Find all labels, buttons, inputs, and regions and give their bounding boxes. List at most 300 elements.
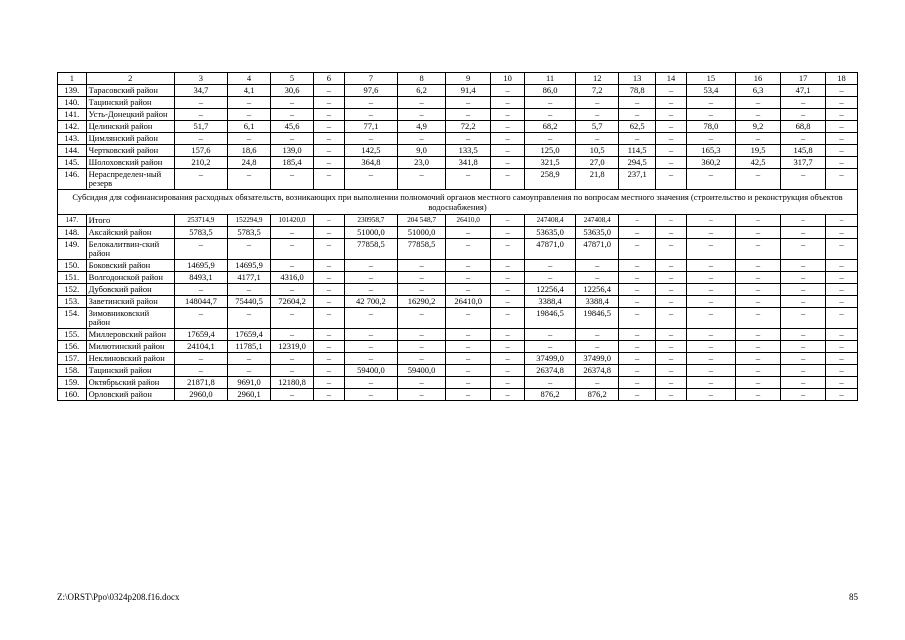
value-cell: – — [314, 85, 345, 97]
value-cell: – — [826, 109, 858, 121]
value-cell: – — [525, 329, 576, 341]
district-name: Цимлянский район — [86, 133, 174, 145]
value-cell: – — [525, 97, 576, 109]
value-cell: – — [491, 389, 525, 401]
value-cell: – — [314, 97, 345, 109]
value-cell: – — [735, 389, 780, 401]
value-cell: – — [446, 389, 491, 401]
value-cell: 77,1 — [344, 121, 397, 133]
value-cell: – — [446, 341, 491, 353]
value-cell: – — [491, 296, 525, 308]
value-cell: 14695,9 — [174, 260, 227, 272]
value-cell: 6,1 — [228, 121, 271, 133]
value-cell: – — [619, 308, 656, 329]
value-cell: – — [174, 169, 227, 190]
value-cell: – — [576, 133, 619, 145]
value-cell: 2960,0 — [174, 389, 227, 401]
value-cell: – — [398, 341, 446, 353]
value-cell: 30,6 — [271, 85, 314, 97]
value-cell: 8493,1 — [174, 272, 227, 284]
district-name: Целинский район — [86, 121, 174, 133]
value-cell: – — [826, 169, 858, 190]
value-cell: 78,8 — [619, 85, 656, 97]
value-cell: – — [271, 329, 314, 341]
column-number: 10 — [491, 73, 525, 85]
district-name: Белокалитвин-ский район — [86, 239, 174, 260]
value-cell: – — [619, 329, 656, 341]
page-number: 85 — [849, 592, 858, 602]
table-row — [58, 239, 858, 260]
value-cell: – — [656, 377, 687, 389]
row-number: 142. — [58, 121, 87, 133]
value-cell: – — [491, 121, 525, 133]
value-cell: – — [619, 215, 656, 227]
row-number: 160. — [58, 389, 87, 401]
value-cell: – — [619, 239, 656, 260]
value-cell: 91,4 — [446, 85, 491, 97]
value-cell: 9,0 — [398, 145, 446, 157]
table-row — [58, 308, 858, 329]
value-cell: – — [174, 284, 227, 296]
value-cell: – — [686, 133, 735, 145]
value-cell: – — [174, 133, 227, 145]
value-cell: – — [826, 227, 858, 239]
value-cell: – — [656, 389, 687, 401]
value-cell: – — [228, 169, 271, 190]
value-cell: – — [656, 365, 687, 377]
value-cell: – — [446, 272, 491, 284]
value-cell: – — [314, 227, 345, 239]
value-cell: – — [826, 272, 858, 284]
value-cell: – — [686, 260, 735, 272]
value-cell: – — [576, 109, 619, 121]
value-cell: – — [491, 377, 525, 389]
table-row — [58, 329, 858, 341]
value-cell: – — [491, 109, 525, 121]
value-cell: – — [656, 353, 687, 365]
value-cell: – — [735, 329, 780, 341]
value-cell: – — [314, 308, 345, 329]
value-cell: 6,2 — [398, 85, 446, 97]
value-cell: – — [686, 329, 735, 341]
table-row — [58, 157, 858, 169]
value-cell: – — [781, 353, 826, 365]
value-cell: – — [781, 272, 826, 284]
value-cell: – — [344, 308, 397, 329]
value-cell: 75440,5 — [228, 296, 271, 308]
row-number: 155. — [58, 329, 87, 341]
value-cell: 5783,5 — [228, 227, 271, 239]
value-cell: – — [446, 284, 491, 296]
value-cell: 19846,5 — [576, 308, 619, 329]
value-cell: – — [735, 215, 780, 227]
table-row — [58, 296, 858, 308]
value-cell: – — [446, 239, 491, 260]
section-title: Субсидия для софинансирования расходных обязательств, возникающих при выполнении полномочий органов местного самоуправления по вопросам местного значения (строительство и реконструкция объектов водоснабжения) — [58, 190, 858, 215]
value-cell: – — [686, 353, 735, 365]
value-cell: – — [686, 365, 735, 377]
value-cell: – — [446, 353, 491, 365]
value-cell: 45,6 — [271, 121, 314, 133]
district-name: Октябрьский район — [86, 377, 174, 389]
value-cell: 364,8 — [344, 157, 397, 169]
value-cell: – — [735, 353, 780, 365]
value-cell: – — [656, 260, 687, 272]
value-cell: 59400,0 — [344, 365, 397, 377]
value-cell: – — [314, 239, 345, 260]
value-cell: 230958,7 — [344, 215, 397, 227]
value-cell: 53635,0 — [525, 227, 576, 239]
value-cell: – — [491, 157, 525, 169]
table-row — [58, 272, 858, 284]
value-cell: – — [491, 239, 525, 260]
value-cell: – — [576, 97, 619, 109]
value-cell: 4316,0 — [271, 272, 314, 284]
value-cell: 12180,8 — [271, 377, 314, 389]
value-cell: – — [656, 227, 687, 239]
value-cell: 37499,0 — [576, 353, 619, 365]
value-cell: 97,6 — [344, 85, 397, 97]
value-cell: – — [781, 227, 826, 239]
value-cell: 4,1 — [228, 85, 271, 97]
value-cell: – — [314, 365, 345, 377]
value-cell: – — [781, 341, 826, 353]
value-cell: – — [525, 377, 576, 389]
value-cell: 139,0 — [271, 145, 314, 157]
district-name: Миллеровский район — [86, 329, 174, 341]
value-cell: – — [781, 260, 826, 272]
value-cell: – — [735, 109, 780, 121]
value-cell: – — [826, 308, 858, 329]
value-cell: 21871,8 — [174, 377, 227, 389]
value-cell: – — [735, 308, 780, 329]
value-cell: 23,0 — [398, 157, 446, 169]
value-cell: – — [174, 109, 227, 121]
district-name: Заветинский район — [86, 296, 174, 308]
value-cell: – — [826, 284, 858, 296]
value-cell: – — [271, 239, 314, 260]
value-cell: 53,4 — [686, 85, 735, 97]
column-number: 3 — [174, 73, 227, 85]
value-cell: – — [491, 133, 525, 145]
value-cell: – — [314, 169, 345, 190]
value-cell: – — [656, 133, 687, 145]
value-cell: – — [314, 389, 345, 401]
value-cell: 59400,0 — [398, 365, 446, 377]
value-cell: 26410,0 — [446, 296, 491, 308]
value-cell: 360,2 — [686, 157, 735, 169]
value-cell: 5783,5 — [174, 227, 227, 239]
value-cell: 5,7 — [576, 121, 619, 133]
value-cell: – — [228, 109, 271, 121]
value-cell: – — [525, 133, 576, 145]
table-row — [58, 97, 858, 109]
value-cell: – — [398, 169, 446, 190]
value-cell: – — [686, 272, 735, 284]
value-cell: – — [344, 133, 397, 145]
table-row — [58, 215, 858, 227]
row-number: 154. — [58, 308, 87, 329]
value-cell: – — [314, 284, 345, 296]
value-cell: – — [228, 133, 271, 145]
value-cell: – — [656, 239, 687, 260]
row-number: 156. — [58, 341, 87, 353]
value-cell: – — [228, 97, 271, 109]
row-number: 157. — [58, 353, 87, 365]
column-number: 5 — [271, 73, 314, 85]
value-cell: 145,8 — [781, 145, 826, 157]
value-cell: – — [174, 353, 227, 365]
row-number: 140. — [58, 97, 87, 109]
value-cell: 47871,0 — [576, 239, 619, 260]
table-row — [58, 365, 858, 377]
value-cell: 204 548,7 — [398, 215, 446, 227]
table-row — [58, 133, 858, 145]
table-row — [58, 353, 858, 365]
district-name: Итого — [86, 215, 174, 227]
value-cell: – — [314, 353, 345, 365]
table-row — [58, 260, 858, 272]
value-cell: 17659,4 — [174, 329, 227, 341]
column-number: 8 — [398, 73, 446, 85]
value-cell: – — [491, 227, 525, 239]
value-cell: – — [686, 284, 735, 296]
value-cell: – — [619, 365, 656, 377]
district-name: Неклиновский район — [86, 353, 174, 365]
column-number: 18 — [826, 73, 858, 85]
value-cell: 185,4 — [271, 157, 314, 169]
district-name: Боковский район — [86, 260, 174, 272]
value-cell: – — [781, 329, 826, 341]
value-cell: 11785,1 — [228, 341, 271, 353]
value-cell: 142,5 — [344, 145, 397, 157]
value-cell: – — [525, 109, 576, 121]
value-cell: – — [314, 272, 345, 284]
row-number: 143. — [58, 133, 87, 145]
value-cell: – — [826, 215, 858, 227]
table-row — [58, 145, 858, 157]
value-cell: – — [781, 97, 826, 109]
value-cell: – — [619, 260, 656, 272]
value-cell: – — [735, 97, 780, 109]
value-cell: – — [344, 109, 397, 121]
value-cell: – — [735, 169, 780, 190]
table-row — [58, 227, 858, 239]
value-cell: – — [619, 97, 656, 109]
value-cell: 16290,2 — [398, 296, 446, 308]
value-cell: 14695,9 — [228, 260, 271, 272]
value-cell: – — [271, 97, 314, 109]
value-cell: – — [576, 272, 619, 284]
value-cell: – — [781, 296, 826, 308]
table-row — [58, 284, 858, 296]
value-cell: – — [826, 121, 858, 133]
value-cell: – — [271, 133, 314, 145]
column-number: 14 — [656, 73, 687, 85]
value-cell: – — [619, 227, 656, 239]
value-cell: – — [271, 260, 314, 272]
value-cell: – — [491, 169, 525, 190]
value-cell: – — [826, 341, 858, 353]
value-cell: – — [619, 109, 656, 121]
column-number: 2 — [86, 73, 174, 85]
value-cell: – — [174, 308, 227, 329]
value-cell: – — [398, 353, 446, 365]
table-row — [58, 109, 858, 121]
value-cell: 24104,1 — [174, 341, 227, 353]
value-cell: – — [826, 365, 858, 377]
value-cell: – — [826, 389, 858, 401]
value-cell: 72,2 — [446, 121, 491, 133]
value-cell: – — [781, 215, 826, 227]
district-name: Тарасовский район — [86, 85, 174, 97]
value-cell: – — [686, 377, 735, 389]
value-cell: – — [344, 284, 397, 296]
value-cell: – — [228, 365, 271, 377]
district-name: Усть-Донецкий район — [86, 109, 174, 121]
table-row — [58, 377, 858, 389]
value-cell: – — [686, 308, 735, 329]
value-cell: 6,3 — [735, 85, 780, 97]
value-cell: 53635,0 — [576, 227, 619, 239]
row-number: 147. — [58, 215, 87, 227]
value-cell: 253714,9 — [174, 215, 227, 227]
value-cell: – — [314, 377, 345, 389]
section-row — [58, 190, 858, 215]
value-cell: 34,7 — [174, 85, 227, 97]
column-number: 12 — [576, 73, 619, 85]
value-cell: – — [525, 260, 576, 272]
row-number: 151. — [58, 272, 87, 284]
value-cell: – — [781, 377, 826, 389]
district-name: Милютинский район — [86, 341, 174, 353]
value-cell: – — [826, 239, 858, 260]
value-cell: – — [398, 308, 446, 329]
value-cell: – — [525, 272, 576, 284]
value-cell: 68,2 — [525, 121, 576, 133]
value-cell: – — [398, 389, 446, 401]
value-cell: – — [271, 284, 314, 296]
value-cell: 17659,4 — [228, 329, 271, 341]
value-cell: – — [735, 377, 780, 389]
value-cell: 876,2 — [576, 389, 619, 401]
value-cell: – — [344, 272, 397, 284]
value-cell: – — [656, 341, 687, 353]
value-cell: – — [446, 329, 491, 341]
value-cell: – — [491, 341, 525, 353]
district-name: Зимовниковский район — [86, 308, 174, 329]
value-cell: – — [781, 239, 826, 260]
value-cell: – — [826, 133, 858, 145]
value-cell: – — [314, 145, 345, 157]
row-number: 153. — [58, 296, 87, 308]
value-cell: – — [491, 308, 525, 329]
value-cell: – — [656, 121, 687, 133]
value-cell: – — [271, 169, 314, 190]
value-cell: 133,5 — [446, 145, 491, 157]
value-cell: – — [826, 157, 858, 169]
value-cell: – — [656, 157, 687, 169]
value-cell: – — [398, 272, 446, 284]
value-cell: – — [686, 239, 735, 260]
value-cell: – — [446, 365, 491, 377]
value-cell: 18,6 — [228, 145, 271, 157]
value-cell: 47,1 — [781, 85, 826, 97]
district-name: Тацинский район — [86, 97, 174, 109]
district-name: Дубовский район — [86, 284, 174, 296]
column-number: 6 — [314, 73, 345, 85]
value-cell: – — [656, 169, 687, 190]
value-cell: – — [619, 341, 656, 353]
value-cell: 26410,0 — [446, 215, 491, 227]
value-cell: – — [446, 109, 491, 121]
value-cell: 77858,5 — [344, 239, 397, 260]
column-number: 17 — [781, 73, 826, 85]
value-cell: – — [735, 227, 780, 239]
value-cell: – — [271, 227, 314, 239]
value-cell: – — [735, 133, 780, 145]
value-cell: – — [619, 272, 656, 284]
value-cell: – — [491, 329, 525, 341]
table-row — [58, 169, 858, 190]
table-row — [58, 389, 858, 401]
value-cell: 26374,8 — [576, 365, 619, 377]
value-cell: – — [344, 260, 397, 272]
value-cell: – — [619, 133, 656, 145]
column-number-row — [58, 73, 858, 85]
column-number: 11 — [525, 73, 576, 85]
value-cell: – — [491, 353, 525, 365]
value-cell: – — [344, 169, 397, 190]
value-cell: – — [491, 215, 525, 227]
value-cell: 114,5 — [619, 145, 656, 157]
district-name: Тацинский район — [86, 365, 174, 377]
value-cell: – — [228, 308, 271, 329]
value-cell: – — [314, 329, 345, 341]
value-cell: – — [576, 329, 619, 341]
value-cell: – — [271, 365, 314, 377]
value-cell: – — [576, 341, 619, 353]
value-cell: – — [781, 365, 826, 377]
value-cell: – — [314, 109, 345, 121]
row-number: 141. — [58, 109, 87, 121]
value-cell: – — [174, 239, 227, 260]
value-cell: 125,0 — [525, 145, 576, 157]
value-cell: – — [781, 133, 826, 145]
value-cell: 157,6 — [174, 145, 227, 157]
value-cell: 237,1 — [619, 169, 656, 190]
value-cell: 247408,4 — [576, 215, 619, 227]
table-row — [58, 85, 858, 97]
value-cell: – — [686, 341, 735, 353]
value-cell: – — [735, 341, 780, 353]
value-cell: – — [344, 377, 397, 389]
value-cell: – — [656, 109, 687, 121]
value-cell: – — [656, 272, 687, 284]
value-cell: – — [826, 329, 858, 341]
value-cell: – — [314, 121, 345, 133]
value-cell: – — [781, 284, 826, 296]
row-number: 146. — [58, 169, 87, 190]
value-cell: 24,8 — [228, 157, 271, 169]
value-cell: – — [491, 145, 525, 157]
district-name: Орловский район — [86, 389, 174, 401]
value-cell: – — [781, 308, 826, 329]
value-cell: 86,0 — [525, 85, 576, 97]
value-cell: 7,2 — [576, 85, 619, 97]
district-name: Аксайский район — [86, 227, 174, 239]
row-number: 145. — [58, 157, 87, 169]
